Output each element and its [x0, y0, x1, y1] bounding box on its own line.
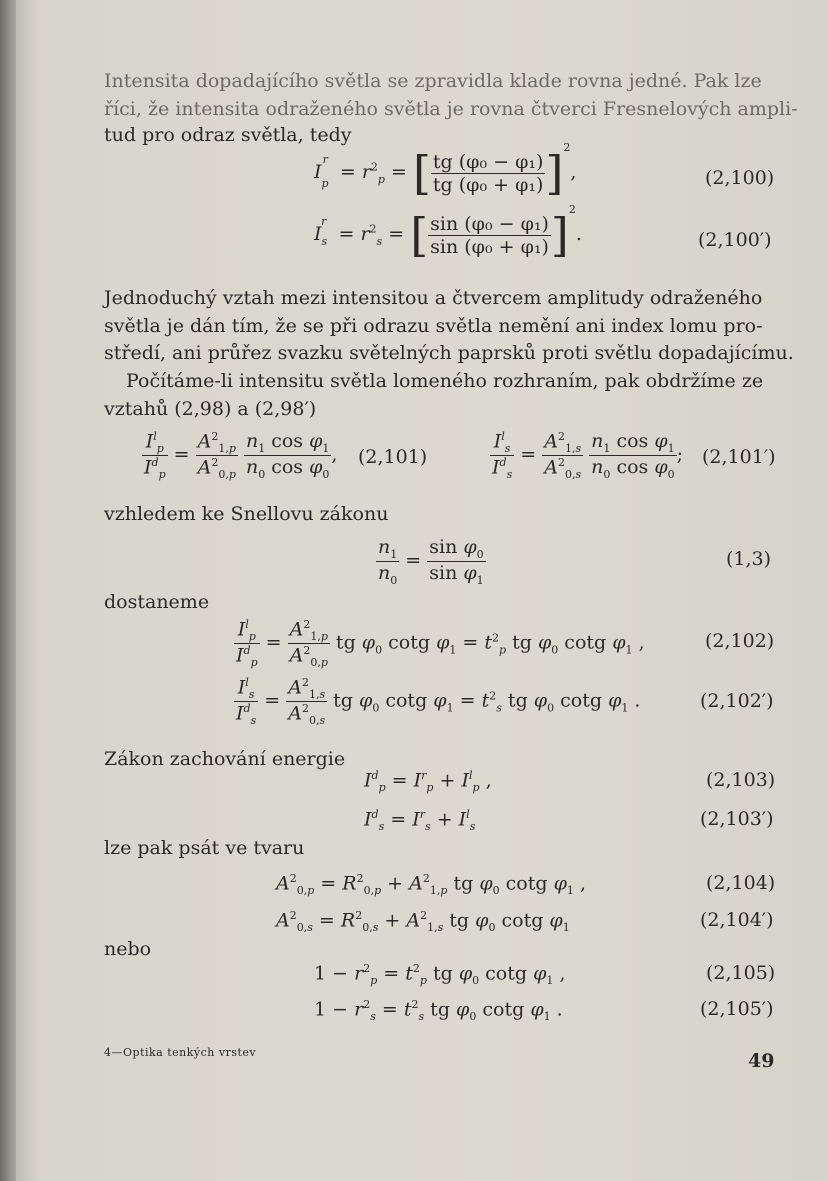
eq-2-100-denominator: tg (φ₀ + φ₁): [432, 173, 544, 196]
equation-2-105-prime: $1 - r^2_s = t^2_s$ tg $\varphi_0$ cotg $\varphi_1$ .: [314, 998, 563, 1024]
snell-intro: vzhledem ke Snellovu zákonu: [104, 503, 389, 525]
intro-line-1: Intensita dopadajícího světla se zpravidla klade rovna jedné. Pak lze: [104, 70, 762, 92]
eq-2-100p-denominator: sin (φ₀ + φ₁): [430, 235, 549, 258]
book-binding: [0, 0, 16, 1181]
equation-label: (2,100′): [698, 229, 772, 251]
equation-label: (2,103′): [700, 808, 774, 830]
equation-label: (2,101′): [702, 446, 776, 468]
energy-intro: Zákon zachování energie: [104, 748, 346, 770]
equation-2-100-prime: $I_s^r = r^2_s$ = [ $\frac{\text{sin (φ₀ − φ₁)}}{\text{sin (φ₀ + φ₁)}}$ ]$^2$.: [314, 202, 582, 262]
para2-line-3: středí, ani průřez svazku světelných paprsků proti světlu dopadajícímu.: [104, 342, 794, 364]
equation-2-101-prime: $\frac{I^l_s}{I^d_s}$ = $\frac{A^2_{1,s}}{A^2_{0,s}}$ $\frac{n_1 \cos \varphi_1}{n_0 \cos \varphi_0}$ ;: [492, 430, 684, 482]
equation-label: (2,100): [705, 167, 775, 189]
nebo-text: nebo: [104, 938, 152, 960]
equation-2-104: $A^2_{0,p} = R^2_{0,p} + A^2_{1,p}$ tg $\varphi_0$ cotg $\varphi_1$ ,: [276, 872, 586, 898]
intro-line-3: tud pro odraz světla, tedy: [104, 124, 352, 146]
para3-line-2: vztahů (2,98) a (2,98′): [104, 398, 317, 420]
equation-2-103-prime: $I^d_s = I^r_s + I^l_s$: [364, 808, 476, 834]
footer-signature: 4—Optika tenkých vrstev: [104, 1046, 257, 1059]
dostaneme-text: dostaneme: [104, 591, 210, 613]
equation-label: (2,101): [358, 446, 428, 468]
equation-label: (1,3): [726, 548, 772, 570]
equation-label: (2,104): [706, 872, 776, 894]
intro-line-2: říci, že intensita odraženého světla je rovna čtverci Fresnelových ampli-: [104, 98, 798, 120]
equation-2-102-prime: $\frac{I^l_s}{I^d_s}$ = $\frac{A^2_{1,s}}{A^2_{0,s}}$ tg $\varphi_0$ cotg $\varphi_1 = t^2_s$ tg $\varphi_0$ cotg $\varphi_1$ .: [236, 676, 641, 728]
equation-2-102: $\frac{I^l_p}{I^d_p}$ = $\frac{A^2_{1,p}}{A^2_{0,p}}$ tg $\varphi_0$ cotg $\varphi_1 = t^2_p$ tg $\varphi_0$ cotg $\varphi_1$ ,: [236, 618, 645, 670]
eq-2-100-numerator: tg (φ₀ − φ₁): [432, 150, 544, 173]
equation-label: (2,105′): [700, 998, 774, 1020]
equation-2-105: $1 - r^2_p = t^2_p$ tg $\varphi_0$ cotg $\varphi_1$ ,: [314, 962, 566, 988]
equation-2-104-prime: $A^2_{0,s} = R^2_{0,s} + A^2_{1,s}$ tg $\varphi_0$ cotg $\varphi_1$: [276, 909, 570, 935]
equation-2-100: $I_p^r = r^2_p$ = [ $\frac{\text{tg (φ₀ − φ₁)}}{\text{tg (φ₀ + φ₁)}}$ ]$^2$,: [314, 140, 577, 200]
para3-line-1: Počítáme-li intensitu světla lomeného rozhraním, pak obdržíme ze: [126, 370, 764, 392]
equation-2-101: $\frac{I^l_p}{I^d_p}$ = $\frac{A^2_{1,p}}{A^2_{0,p}}$ $\frac{n_1 \cos \varphi_1}{n_0 \cos \varphi_0}$ ,: [144, 430, 338, 482]
form-intro: lze pak psát ve tvaru: [104, 837, 305, 859]
equation-label: (2,103): [706, 769, 776, 791]
equation-label: (2,104′): [700, 909, 774, 931]
para2-line-2: světla je dán tím, že se při odrazu světla nemění ani index lomu pro-: [104, 315, 763, 337]
para2-line-1: Jednoduchý vztah mezi intensitou a čtvercem amplitudy odraženého: [104, 287, 763, 309]
equation-label: (2,105): [706, 962, 776, 984]
equation-2-103: $I^d_p = I^r_p + I^l_p$ ,: [364, 769, 492, 795]
equation-label: (2,102): [705, 630, 775, 652]
eq-2-100p-numerator: sin (φ₀ − φ₁): [430, 212, 549, 235]
equation-1-3: $\frac{n_1}{n_0}$ = $\frac{\sin \varphi_0}{\sin \varphi_1}$: [378, 536, 484, 587]
equation-label: (2,102′): [700, 690, 774, 712]
page-number: 49: [748, 1050, 775, 1072]
